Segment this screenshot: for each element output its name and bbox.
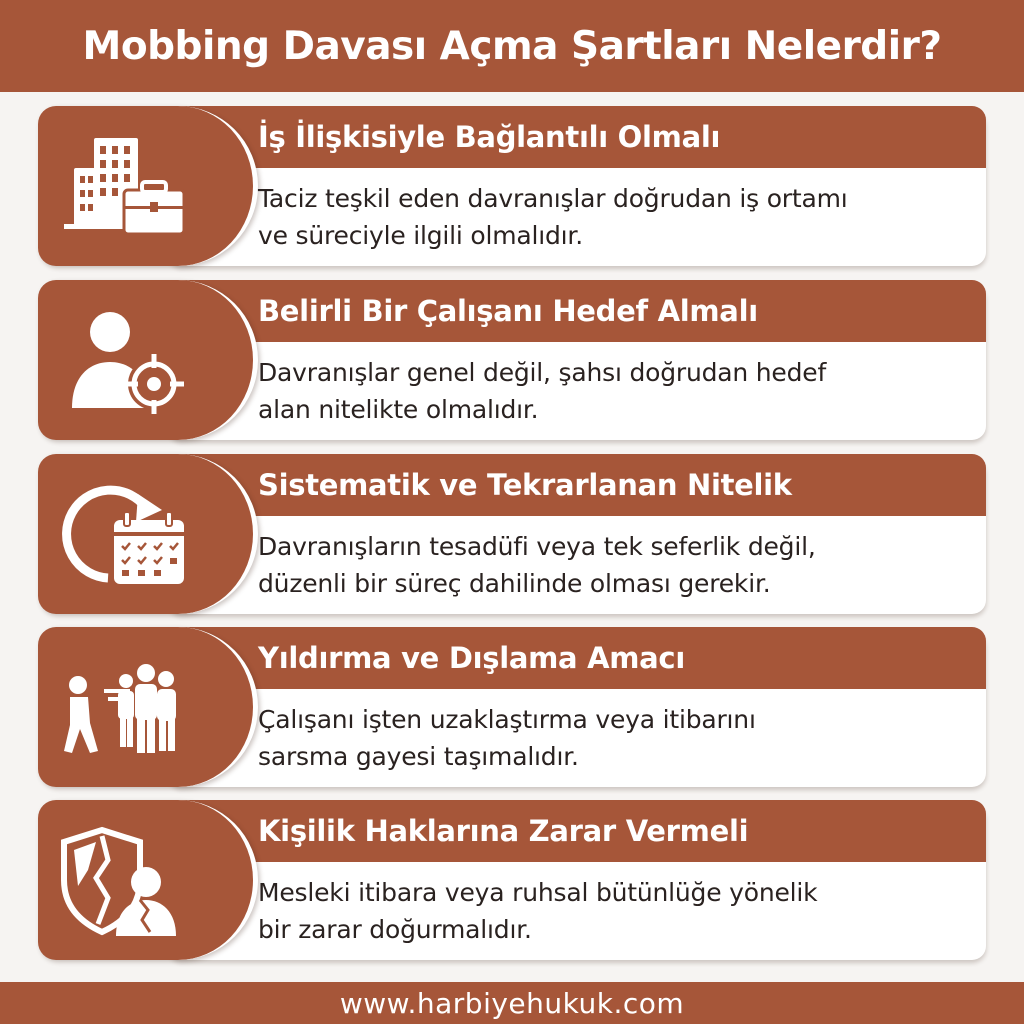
card-description-line: Davranışların tesadüfi veya tek seferlik değil, (258, 532, 816, 561)
requirement-card (38, 106, 986, 266)
card-title: Belirli Bir Çalışanı Hedef Almalı (258, 294, 758, 328)
group-excluding-person-icon (58, 647, 188, 767)
card-description (258, 874, 968, 948)
card-icon-box (38, 106, 258, 266)
card-title: İş İlişkisiyle Bağlantılı Olmalı (258, 120, 721, 154)
requirement-card (38, 800, 986, 960)
card-description-line: düzenli bir süreç dahilinde olması gerekir. (258, 569, 771, 598)
card-title: Kişilik Haklarına Zarar Vermeli (258, 814, 749, 848)
card-icon-box (38, 280, 258, 440)
requirement-card (38, 280, 986, 440)
card-description-line: Çalışanı işten uzaklaştırma veya itibarını (258, 705, 756, 734)
person-target-icon (58, 300, 188, 420)
card-description (258, 354, 968, 428)
card-icon-box (38, 800, 258, 960)
card-description-line: Davranışlar genel değil, şahsı doğrudan hedef (258, 358, 827, 387)
header-banner (0, 0, 1024, 92)
card-description-line: sarsma gayesi taşımalıdır. (258, 742, 579, 771)
requirement-card (38, 627, 986, 787)
broken-shield-person-icon (58, 820, 188, 940)
card-description-line: ve süreciyle ilgili olmalıdır. (258, 221, 583, 250)
website-link[interactable]: www.harbiyehukuk.com (339, 986, 685, 1020)
calendar-repeat-icon (58, 474, 188, 594)
page-title: Mobbing Davası Açma Şartları Nelerdir? (82, 23, 942, 69)
card-icon-box (38, 454, 258, 614)
card-description-line: Taciz teşkil eden davranışlar doğrudan iş ortamı (258, 184, 848, 213)
card-icon-box (38, 627, 258, 787)
card-title: Sistematik ve Tekrarlanan Nitelik (258, 468, 792, 502)
card-description (258, 701, 968, 775)
card-description (258, 528, 968, 602)
card-description-line: bir zarar doğurmalıdır. (258, 915, 532, 944)
card-title: Yıldırma ve Dışlama Amacı (258, 641, 685, 675)
card-description (258, 180, 968, 254)
card-description-line: alan nitelikte olmalıdır. (258, 395, 539, 424)
office-building-briefcase-icon (58, 126, 188, 246)
card-description-line: Mesleki itibara veya ruhsal bütünlüğe yönelik (258, 878, 818, 907)
footer-banner (0, 982, 1024, 1024)
requirement-card (38, 454, 986, 614)
